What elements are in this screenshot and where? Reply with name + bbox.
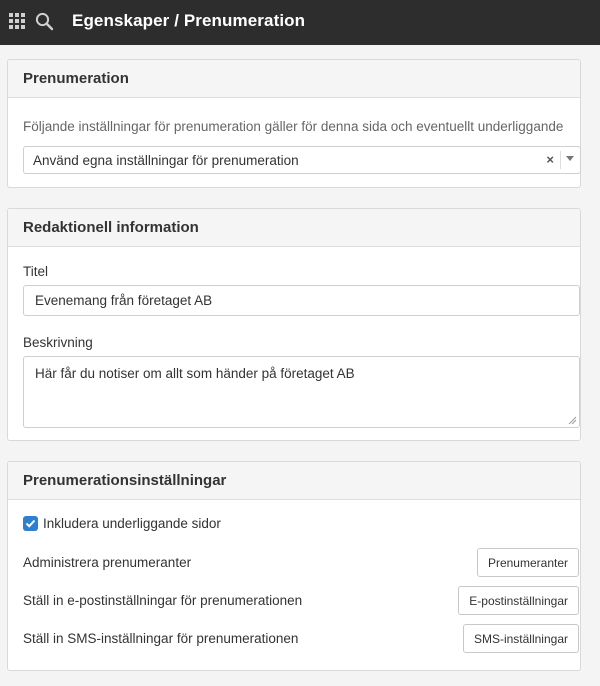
apps-grid-icon[interactable] (9, 13, 25, 29)
manage-subscribers-label: Administrera prenumeranter (23, 555, 192, 570)
chevron-down-icon[interactable] (566, 156, 574, 161)
title-label: Titel (23, 264, 49, 279)
sms-settings-label: Ställ in SMS-inställningar för prenumerationen (23, 631, 299, 646)
clear-icon[interactable]: × (546, 152, 554, 167)
subscription-settings-panel (7, 461, 581, 671)
resize-handle-icon[interactable] (568, 416, 577, 425)
subscription-mode-value: Använd egna inställningar för prenumeration (33, 152, 299, 168)
email-settings-label: Ställ in e-postinställningar för prenumerationen (23, 593, 303, 608)
top-bar (0, 0, 600, 45)
subscription-mode-select[interactable] (23, 146, 581, 174)
email-settings-button[interactable]: E-postinställningar (458, 586, 579, 615)
checkmark-icon (25, 519, 36, 528)
subscription-description: Följande inställningar för prenumeration gäller för denna sida och eventuellt underliggande (23, 119, 564, 134)
include-children-checkbox[interactable] (23, 516, 38, 531)
title-field[interactable]: Evenemang från företaget AB (23, 285, 580, 316)
sms-settings-button[interactable]: SMS-inställningar (463, 624, 579, 653)
subscription-panel-header: Prenumeration (8, 60, 580, 98)
description-field[interactable] (23, 356, 580, 428)
subscription-panel (7, 59, 581, 188)
editorial-panel-header: Redaktionell information (8, 209, 580, 247)
page-title: Egenskaper / Prenumeration (72, 11, 306, 30)
description-label: Beskrivning (23, 335, 93, 350)
select-divider (560, 151, 561, 169)
description-value: Här får du notiser om allt som händer på företaget AB (35, 366, 355, 381)
include-children-label: Inkludera underliggande sidor (43, 516, 221, 531)
subscription-settings-panel-header: Prenumerationsinställningar (8, 462, 580, 500)
editorial-panel (7, 208, 581, 441)
subscribers-button[interactable]: Prenumeranter (477, 548, 579, 577)
search-icon[interactable] (35, 12, 54, 31)
